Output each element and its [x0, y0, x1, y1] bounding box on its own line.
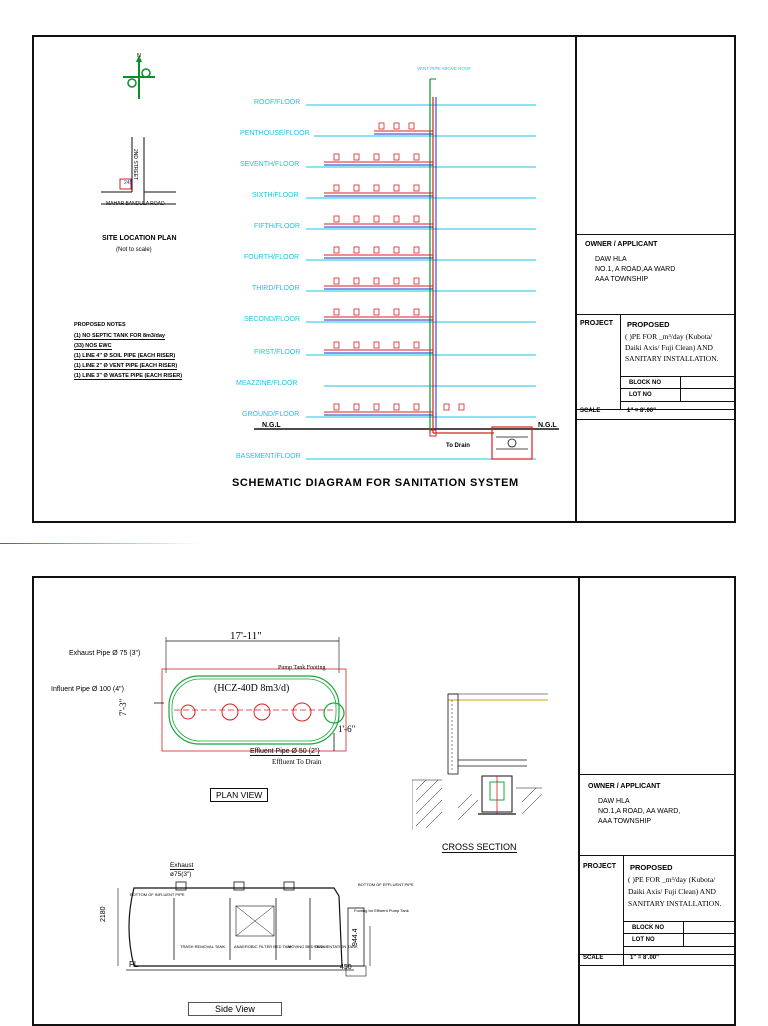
north-label: N — [137, 53, 141, 59]
owner-label: OWNER / APPLICANT — [585, 241, 658, 248]
influent-pipe-label: Influent Pipe Ø 100 (4") — [51, 686, 124, 693]
drawing-sheet-2 — [32, 576, 736, 1026]
floor-label-sixth: SIXTH/FLOOR — [252, 192, 299, 199]
floor-label-first: FIRST/FLOOR — [254, 349, 301, 356]
title-block-2 — [578, 578, 736, 1024]
lot-label: LOT NO — [629, 392, 652, 398]
ngl-right: N.G.L — [538, 422, 557, 429]
exhaust-side-size: ø75(3") — [170, 871, 192, 878]
floor-label-penthouse: PENTHOUSE/FLOOR — [240, 130, 310, 137]
floor-label-basement: BASEMENT/FLOOR — [236, 453, 301, 460]
project-line-2-3: SANITARY INSTALLATION. — [628, 899, 722, 908]
note-4: (1) LINE 2" Ø VENT PIPE (EACH RISER) — [74, 363, 178, 369]
vent-pipe-label: VENT PIPE ABOVE ROOF — [417, 66, 472, 71]
owner-line-3: AAA TOWNSHIP — [595, 276, 649, 283]
floor-label-roof: ROOF/FLOOR — [254, 99, 301, 106]
project-line-2-1: ( )PE FOR _m³/day (Kubota/ — [628, 875, 716, 884]
road-label: MAHAR BANDULA ROAD — [106, 201, 165, 207]
site-plan-scale: (Not to scale) — [116, 247, 152, 253]
footing-pump-label: Footing for Effluent Pump Tank — [354, 908, 409, 913]
project-label: PROJECT — [580, 320, 614, 327]
pump-footing-label: Pump Tank Footing — [278, 665, 326, 671]
height-944: 944.4 — [352, 928, 359, 946]
note-2: (33) NOS EWC — [74, 343, 112, 349]
tank-side-view — [114, 868, 384, 978]
notes-title: PROPOSED NOTES — [74, 322, 126, 328]
scale-value-2: 1" = 8'.00" — [630, 955, 659, 961]
ngl-left: N.G.L — [262, 422, 281, 429]
floor-label-second: SECOND/FLOOR — [244, 316, 301, 323]
filter-tank-label: ANAEROBIC FILTER BED TANK — [234, 944, 293, 949]
note-1: (1) NO SEPTIC TANK FOR 8m3/day — [74, 333, 165, 339]
lot-label-2: LOT NO — [632, 937, 655, 943]
dim-450: 450 — [340, 964, 352, 971]
sheet1-title: SCHEMATIC DIAGRAM FOR SANITATION SYSTEM — [232, 477, 519, 489]
floor-label-third: THIRD/FLOOR — [252, 285, 300, 292]
cross-section-drawing — [412, 690, 552, 835]
lot-number: 245 — [124, 180, 133, 186]
effluent-pipe-label: Effluent Pipe Ø 50 (2") — [250, 748, 320, 755]
owner-line-1: DAW HLA — [595, 256, 627, 263]
effluent-drain-label: Effluent To Drain — [272, 758, 322, 766]
drawing-sheet-1 — [32, 35, 736, 523]
street-label: 2ND STREET — [132, 149, 138, 181]
owner-label-2: OWNER / APPLICANT — [588, 783, 661, 790]
cross-section-label: CROSS SECTION — [442, 842, 517, 852]
to-drain-label: To Drain — [446, 443, 470, 449]
proposed-label-2: PROPOSED — [630, 863, 673, 872]
block-label: BLOCK NO — [629, 380, 661, 386]
tank-width-dimension: 7'-3" — [118, 698, 128, 716]
height-2180: 2180 — [100, 906, 107, 922]
floor-level-label: FL — [129, 960, 139, 969]
title-block-1 — [575, 37, 736, 521]
plan-view-label: PLAN VIEW — [210, 788, 268, 802]
bottom-influent-label: BOTTOM OF INFLUENT PIPE — [130, 892, 185, 897]
owner-line-2-3: AAA TOWNSHIP — [598, 818, 652, 825]
sanitation-schematic — [234, 57, 579, 472]
floor-label-ground: GROUND/FLOOR — [242, 411, 300, 418]
north-arrow-icon — [119, 53, 159, 103]
floor-label-mezzanine: MEAZZINE/FLOOR — [236, 380, 298, 387]
note-5: (1) LINE 3" Ø WASTE PIPE (EACH RISER) — [74, 373, 183, 379]
project-line-3: SANITARY INSTALLATION. — [625, 354, 719, 363]
owner-line-2-2: NO.1,A ROAD, AA WARD, — [598, 808, 681, 815]
exhaust-pipe-label: Exhaust Pipe Ø 75 (3") — [69, 650, 141, 657]
scale-label: SCALE — [580, 408, 601, 414]
project-label-2: PROJECT — [583, 863, 617, 870]
floor-label-seventh: SEVENTH/FLOOR — [240, 161, 300, 168]
tank-model: (HCZ-40D 8m3/d) — [214, 683, 290, 694]
site-plan-title: SITE LOCATION PLAN — [102, 235, 177, 242]
side-view-label: Side View — [188, 1002, 282, 1016]
sed-tank-label: SEDIMENTATION TANK — [314, 944, 358, 949]
owner-line-2-1: DAW HLA — [598, 798, 630, 805]
scale-value: 1" = 8'.00" — [627, 408, 656, 414]
exhaust-side-label: Exhaust — [170, 862, 194, 869]
project-line-1: ( )PE FOR _m³/day (Kubota/ — [625, 332, 713, 341]
floor-label-fourth: FOURTH/FLOOR — [244, 254, 300, 261]
block-label-2: BLOCK NO — [632, 925, 664, 931]
bottom-effluent-label: BOTTOM OF EFFLUENT PIPE — [358, 882, 414, 887]
project-line-2: Daiki Axis/ Fuji Clean) AND — [625, 343, 713, 352]
trash-tank-label: TRASH REMOVAL TANK — [180, 944, 226, 949]
project-line-2-2: Daiki Axis/ Fuji Clean) AND — [628, 887, 716, 896]
proposed-label: PROPOSED — [627, 320, 670, 329]
moving-tank-label: MOVING BED TANK — [288, 944, 325, 949]
site-location-plan — [96, 132, 196, 212]
page-separator — [0, 543, 200, 544]
floor-label-fifth: FIFTH/FLOOR — [254, 223, 300, 230]
side-dimension: 1'-6" — [338, 724, 356, 734]
tank-length-dimension: 17'-11" — [230, 630, 262, 642]
note-3: (1) LINE 4" Ø SOIL PIPE (EACH RISER) — [74, 353, 176, 359]
owner-line-2: NO.1, A ROAD,AA WARD — [595, 266, 676, 273]
scale-label-2: SCALE — [583, 955, 604, 961]
